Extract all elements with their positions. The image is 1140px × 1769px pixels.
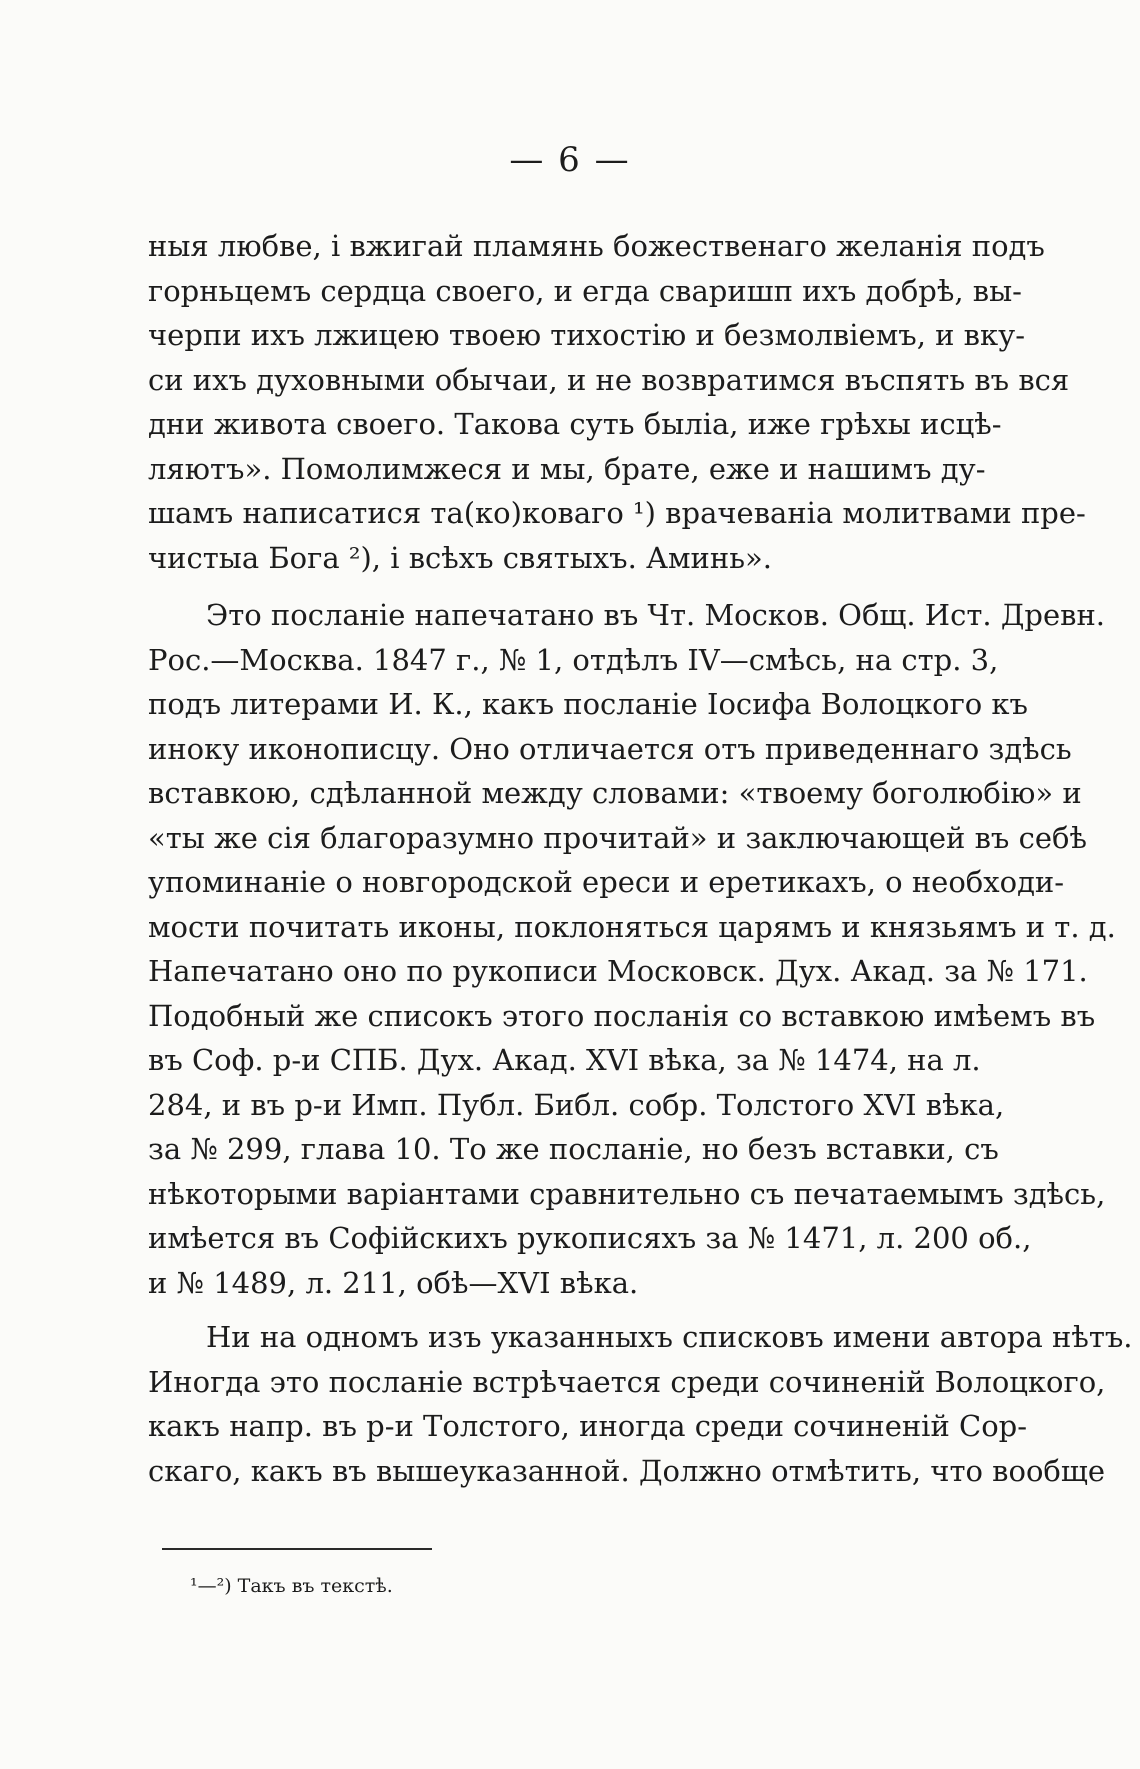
text-line: Напечатано оно по рукописи Московск. Дух. Акад. за № 171. [148, 954, 1088, 988]
page-number: — 6 — [509, 140, 631, 180]
text-line: дни живота своего. Такова суть быліа, иже грѣхы исцѣ- [148, 407, 1002, 441]
text-line: нѣкоторыми варіантами сравнительно съ печатаемымъ здѣсь, [148, 1176, 1106, 1211]
text-line: шамъ написатися та(ко)коваго ¹) врачеваніа молитвами пре- [148, 496, 1086, 530]
text-line: Подобный же списокъ этого посланія со вставкою имѣемъ въ [148, 998, 1096, 1033]
paragraph-2 [148, 593, 1116, 1305]
text-line: за № 299, глава 10. То же посланіе, но безъ вставки, съ [148, 1132, 999, 1166]
text-line: скаго, какъ въ вышеуказанной. Должно отмѣтить, что вообще [148, 1453, 1105, 1488]
text-line: какъ напр. въ р-и Толстого, иногда среди сочиненій Сор- [148, 1409, 1028, 1443]
text-line: чистыа Бога ²), і всѣхъ святыхъ. Аминь». [148, 540, 772, 575]
paragraph-1 [148, 224, 1086, 580]
text-line: упоминаніе о новгородской ереси и еретикахъ, о необходи- [148, 865, 1065, 899]
text-line: горньцемъ сердца своего, и егда сваришп ихъ добрѣ, вы- [148, 273, 1022, 308]
text-line: си ихъ духовными обычаи, и не возвратимся въспять въ вся [148, 362, 1070, 397]
text-line: имѣется въ Софійскихъ рукописяхъ за № 1471, л. 200 об., [148, 1221, 1032, 1255]
text-line: мости почитать иконы, поклоняться царямъ и князьямъ и т. д. [148, 909, 1116, 944]
text-line: 284, и въ р-и Имп. Публ. Библ. собр. Толстого XVI вѣка, [148, 1087, 1005, 1122]
text-line: вставкою, сдѣланной между словами: «твоему боголюбію» и [148, 776, 1082, 810]
text-line: Рос.—Москва. 1847 г., № 1, отдѣлъ IV—смѣсь, на стр. 3, [148, 642, 999, 677]
text-line: ляютъ». Помолимжеся и мы, брате, еже и нашимъ ду- [148, 451, 986, 486]
text-line: въ Соф. р-и СПБ. Дух. Акад. XVI вѣка, за № 1474, на л. [148, 1043, 981, 1077]
text-line: ныя любве, і вжигай пламянь божественаго желанія подъ [148, 229, 1045, 263]
text-line: и № 1489, л. 211, обѣ—XVI вѣка. [148, 1265, 639, 1300]
text-line: подъ литерами И. К., какъ посланіе Іосифа Волоцкого къ [148, 687, 1029, 721]
text-line: Ни на одномъ изъ указанныхъ списковъ имени автора нѣтъ. [206, 1320, 1133, 1354]
text-line: Иногда это посланіе встрѣчается среди сочиненій Волоцкого, [148, 1364, 1106, 1399]
footnote: ¹—²) Такъ въ текстѣ. [190, 1575, 393, 1597]
paragraph-3 [148, 1315, 1133, 1493]
text-line: черпи ихъ лжицею твоею тихостію и безмолвіемъ, и вку- [148, 318, 1025, 352]
text-line: Это посланіе напечатано въ Чт. Москов. Общ. Ист. Древн. [206, 598, 1105, 632]
footnote-divider [162, 1548, 432, 1550]
text-line: иноку иконописцу. Оно отличается отъ приведеннаго здѣсь [148, 731, 1072, 766]
text-line: «ты же сія благоразумно прочитай» и заключающей въ себѣ [148, 820, 1087, 855]
